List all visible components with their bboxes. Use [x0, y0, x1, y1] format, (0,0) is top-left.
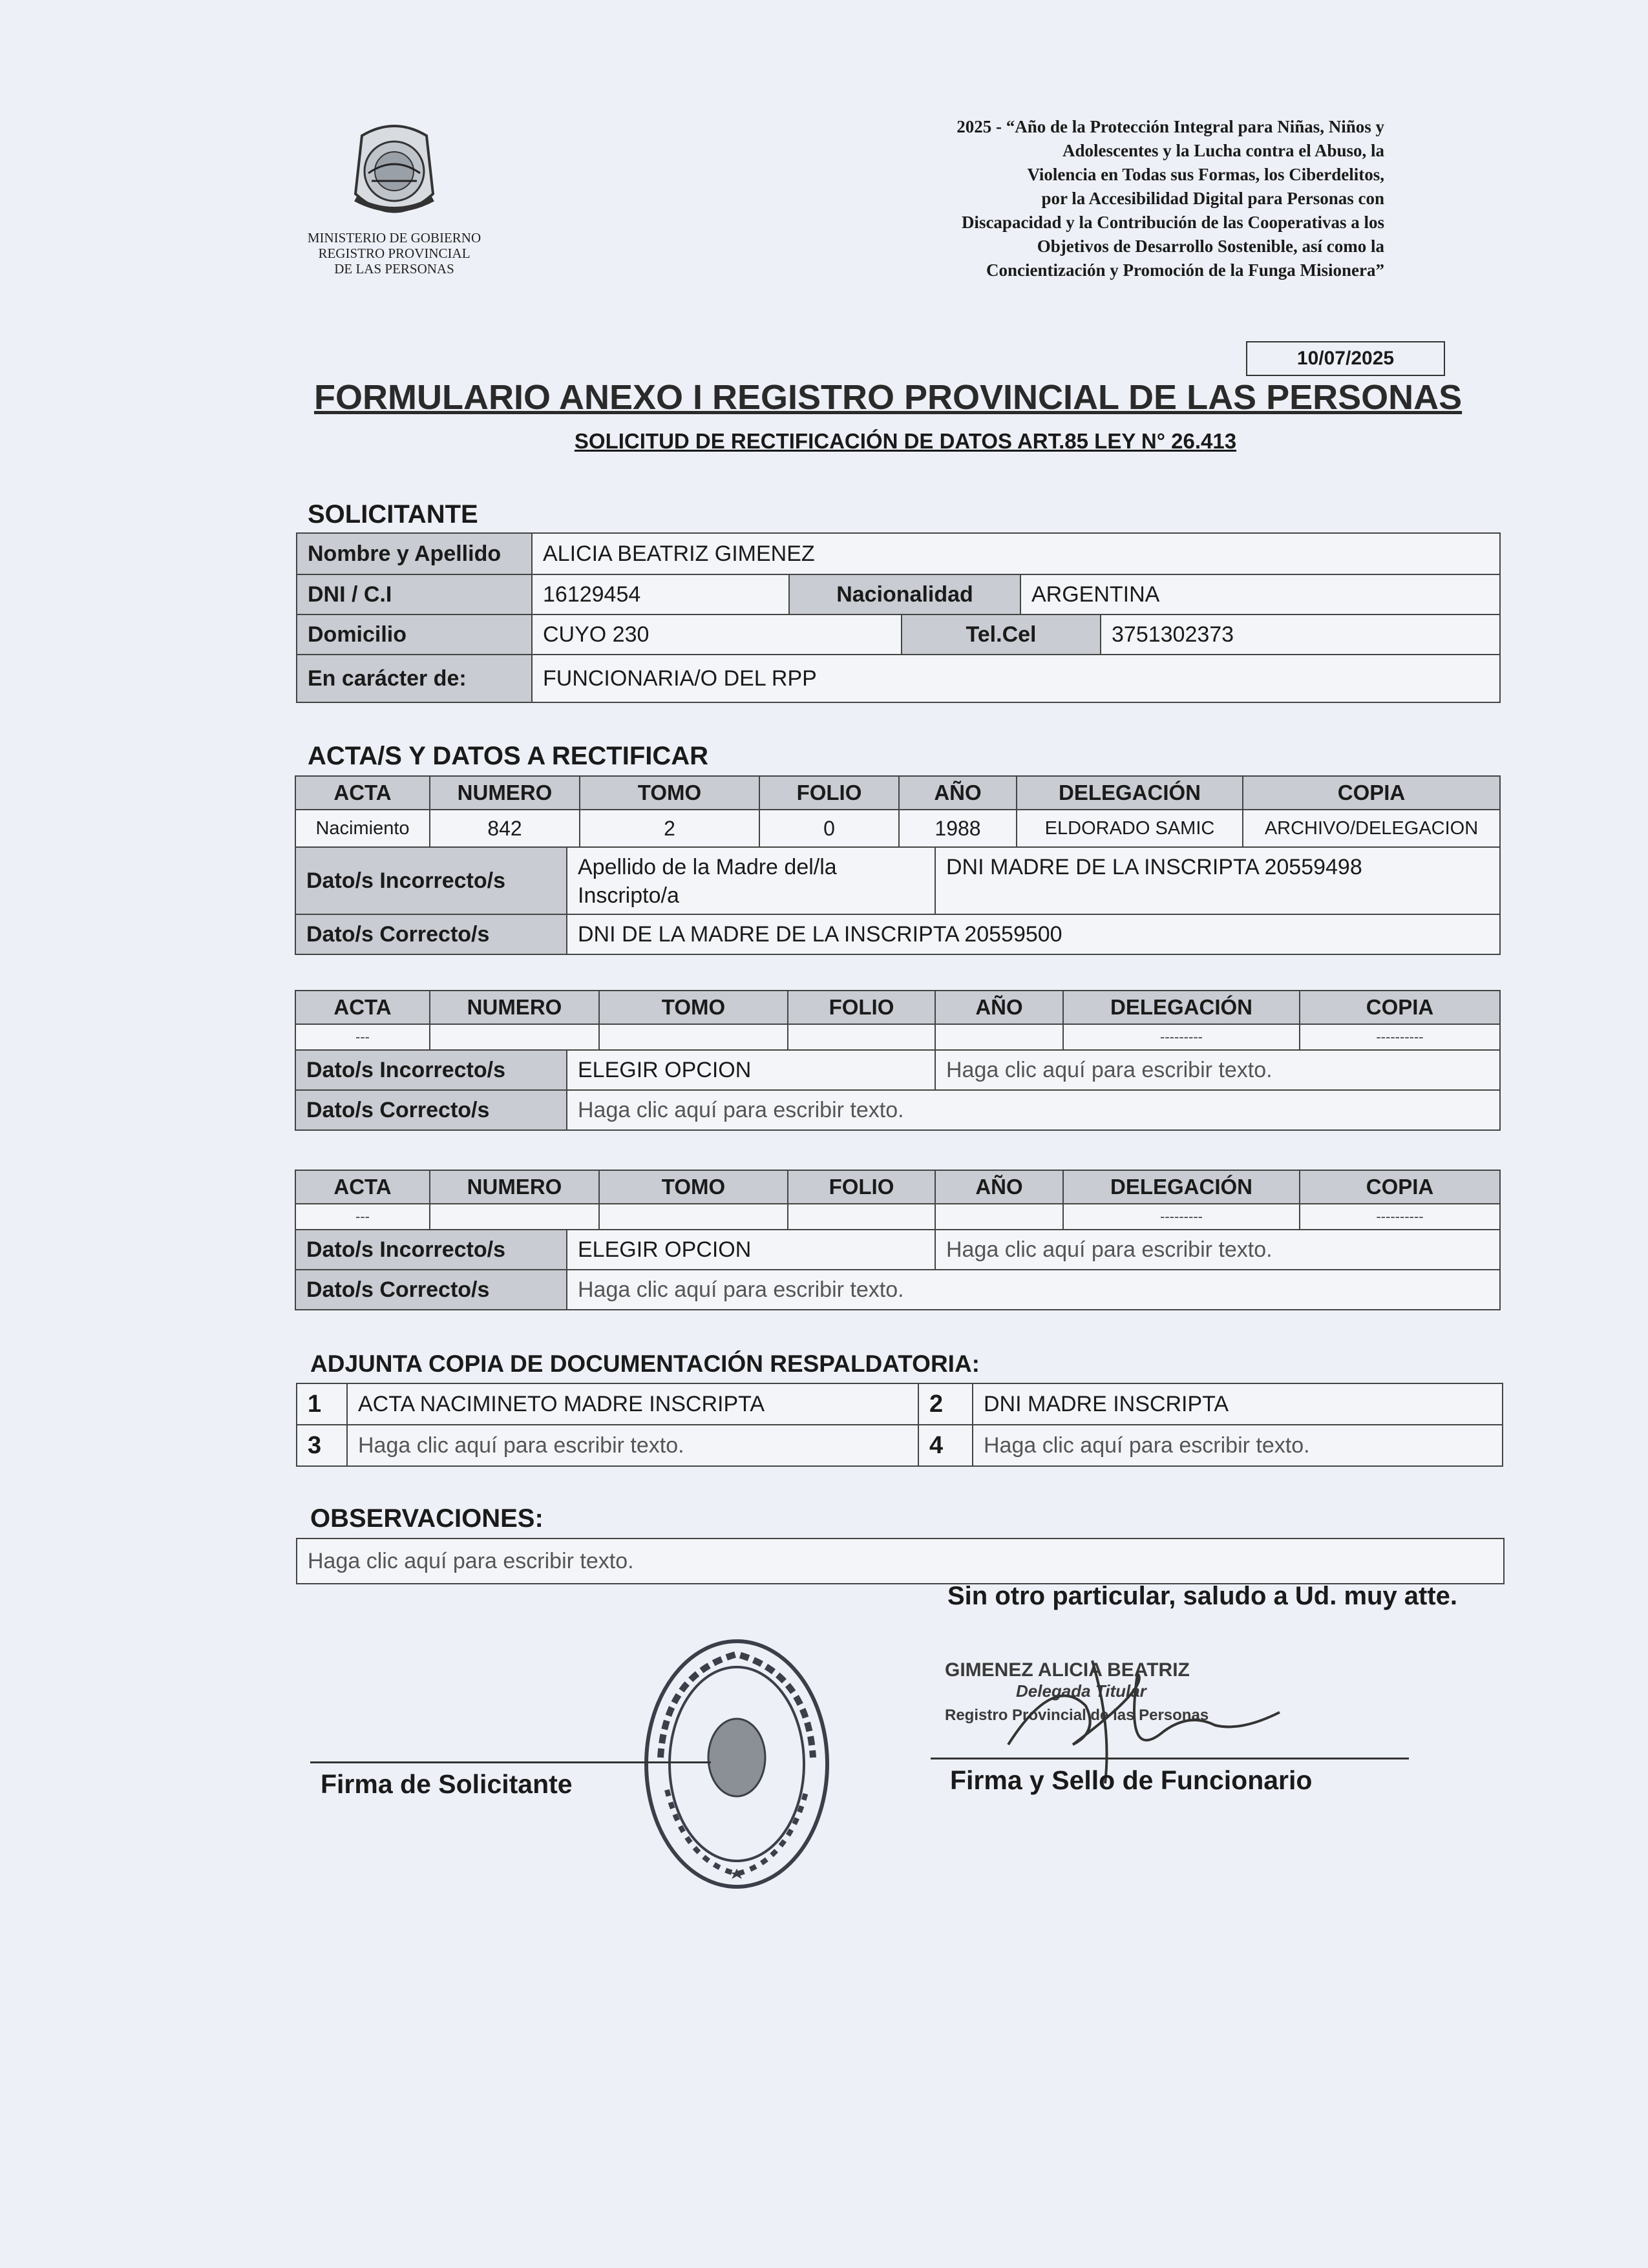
- closing-text: Sin otro particular, saludo a Ud. muy atte.: [947, 1582, 1458, 1610]
- col-copia: COPIA: [1299, 1170, 1501, 1204]
- adjunto-4-field[interactable]: Haga clic aquí para escribir texto.: [972, 1424, 1503, 1467]
- acta-1-correcto-field[interactable]: DNI DE LA MADRE DE LA INSCRIPTA 20559500: [566, 914, 1501, 955]
- ministry-logo: [271, 116, 517, 284]
- col-acta: ACTA: [295, 775, 430, 810]
- motto-line: Objetivos de Desarrollo Sostenible, así como la: [1037, 236, 1384, 256]
- acta-3-tipo[interactable]: ---: [295, 1203, 430, 1230]
- col-copia: COPIA: [1242, 775, 1501, 810]
- acta-2-incorrecto-texto[interactable]: Haga clic aquí para escribir texto.: [935, 1049, 1501, 1091]
- motto-line: por la Accesibilidad Digital para Personas con: [1041, 189, 1384, 208]
- acta-3-folio[interactable]: [787, 1203, 936, 1230]
- col-delegacion: DELEGACIÓN: [1016, 775, 1243, 810]
- motto-line: 2025 - “Año de la Protección Integral para Niñas, Niños y: [956, 117, 1384, 136]
- acta-1-folio[interactable]: 0: [759, 809, 900, 848]
- tel-field[interactable]: 3751302373: [1100, 614, 1501, 655]
- province-seal-icon: [336, 116, 452, 226]
- logo-line-3: DE LAS PERSONAS: [334, 261, 454, 277]
- domicilio-field[interactable]: CUYO 230: [531, 614, 902, 655]
- observaciones-heading: OBSERVACIONES:: [310, 1504, 544, 1533]
- acta-1-anio[interactable]: 1988: [898, 809, 1017, 848]
- observaciones-field[interactable]: Haga clic aquí para escribir texto.: [296, 1538, 1505, 1584]
- acta-2-delegacion[interactable]: ---------: [1062, 1024, 1300, 1051]
- logo-line-1: MINISTERIO DE GOBIERNO: [307, 230, 481, 246]
- acta-2-folio[interactable]: [787, 1024, 936, 1051]
- logo-line-2: REGISTRO PROVINCIAL: [318, 246, 470, 261]
- adjunto-3-field[interactable]: Haga clic aquí para escribir texto.: [346, 1424, 919, 1467]
- col-tomo: TOMO: [598, 1170, 788, 1204]
- nacionalidad-label: Nacionalidad: [788, 574, 1021, 615]
- acta-3-incorrecto-label: Dato/s Incorrecto/s: [295, 1229, 567, 1270]
- sello-registro: Registro Provincial de las Personas: [945, 1706, 1209, 1724]
- acta-3-numero[interactable]: [429, 1203, 600, 1230]
- col-copia: COPIA: [1299, 990, 1501, 1025]
- acta-3-incorrecto-texto[interactable]: Haga clic aquí para escribir texto.: [935, 1229, 1501, 1270]
- col-acta: ACTA: [295, 990, 430, 1025]
- acta-3-anio[interactable]: [935, 1203, 1064, 1230]
- col-folio: FOLIO: [787, 990, 936, 1025]
- form-title: FORMULARIO ANEXO I REGISTRO PROVINCIAL DE LAS PERSONAS: [314, 378, 1463, 417]
- acta-1-tipo[interactable]: Nacimiento: [295, 809, 430, 848]
- acta-2-copia[interactable]: ----------: [1299, 1024, 1501, 1051]
- domicilio-label: Domicilio: [296, 614, 533, 655]
- acta-1-delegacion[interactable]: ELDORADO SAMIC: [1016, 809, 1243, 848]
- tel-label: Tel.Cel: [901, 614, 1101, 655]
- col-folio: FOLIO: [759, 775, 900, 810]
- adjunto-1-num: 1: [296, 1383, 348, 1425]
- motto-line: Discapacidad y la Contribución de las Cooperativas a los: [961, 213, 1384, 232]
- delegation-stamp: [633, 1628, 866, 1916]
- acta-1-incorrecto-texto[interactable]: DNI MADRE DE LA INSCRIPTA 20559498: [935, 846, 1501, 915]
- acta-2-anio[interactable]: [935, 1024, 1064, 1051]
- sello-nombre: GIMENEZ ALICIA BEATRIZ: [945, 1659, 1190, 1681]
- col-delegacion: DELEGACIÓN: [1062, 990, 1300, 1025]
- acta-2-tipo[interactable]: ---: [295, 1024, 430, 1051]
- acta-2-incorrecto-opcion[interactable]: ELEGIR OPCION: [566, 1049, 936, 1091]
- col-acta: ACTA: [295, 1170, 430, 1204]
- sello-cargo: Delegada Titular: [1016, 1681, 1146, 1701]
- dni-label: DNI / C.I: [296, 574, 533, 615]
- nacionalidad-field[interactable]: ARGENTINA: [1020, 574, 1501, 615]
- acta-1-incorrecto-label: Dato/s Incorrecto/s: [295, 846, 567, 915]
- date-field[interactable]: 10/07/2025: [1246, 341, 1445, 376]
- col-anio: AÑO: [935, 1170, 1064, 1204]
- solicitante-heading: SOLICITANTE: [308, 500, 478, 529]
- acta-2-correcto-field[interactable]: Haga clic aquí para escribir texto.: [566, 1089, 1501, 1131]
- col-numero: NUMERO: [429, 1170, 600, 1204]
- year-motto: [743, 115, 1384, 282]
- adjunto-3-num: 3: [296, 1424, 348, 1467]
- acta-3-copia[interactable]: ----------: [1299, 1203, 1501, 1230]
- adjunto-4-num: 4: [918, 1424, 973, 1467]
- firma-funcionario-label: Firma y Sello de Funcionario: [950, 1765, 1313, 1795]
- acta-2-incorrecto-label: Dato/s Incorrecto/s: [295, 1049, 567, 1091]
- col-numero: NUMERO: [429, 990, 600, 1025]
- col-anio: AÑO: [898, 775, 1017, 810]
- acta-1-incorrecto-opcion[interactable]: Apellido de la Madre del/la Inscripto/a: [566, 846, 936, 915]
- nombre-label: Nombre y Apellido: [296, 532, 533, 575]
- acta-1-numero[interactable]: 842: [429, 809, 580, 848]
- acta-3-tomo[interactable]: [598, 1203, 788, 1230]
- acta-1-tomo[interactable]: 2: [579, 809, 760, 848]
- col-tomo: TOMO: [579, 775, 760, 810]
- motto-line: Concientización y Promoción de la Funga Misionera”: [986, 260, 1384, 280]
- form-subtitle: SOLICITUD DE RECTIFICACIÓN DE DATOS ART.85 LEY N° 26.413: [574, 429, 1237, 453]
- nombre-field[interactable]: ALICIA BEATRIZ GIMENEZ: [531, 532, 1501, 575]
- col-folio: FOLIO: [787, 1170, 936, 1204]
- round-stamp-icon: [633, 1628, 866, 1913]
- acta-3-correcto-label: Dato/s Correcto/s: [295, 1269, 567, 1310]
- adjunto-2-field[interactable]: DNI MADRE INSCRIPTA: [972, 1383, 1503, 1425]
- acta-3-delegacion[interactable]: ---------: [1062, 1203, 1300, 1230]
- caracter-label: En carácter de:: [296, 654, 533, 703]
- col-delegacion: DELEGACIÓN: [1062, 1170, 1300, 1204]
- col-anio: AÑO: [935, 990, 1064, 1025]
- motto-line: Violencia en Todas sus Formas, los Ciberdelitos,: [1027, 165, 1384, 184]
- acta-2-correcto-label: Dato/s Correcto/s: [295, 1089, 567, 1131]
- firma-solicitante-line: [310, 1761, 711, 1763]
- firma-solicitante-label: Firma de Solicitante: [321, 1769, 573, 1799]
- acta-2-tomo[interactable]: [598, 1024, 788, 1051]
- firma-funcionario-line: [931, 1758, 1409, 1759]
- adjunto-2-num: 2: [918, 1383, 973, 1425]
- adjunta-heading: ADJUNTA COPIA DE DOCUMENTACIÓN RESPALDATORIA:: [310, 1350, 980, 1377]
- acta-3-correcto-field[interactable]: Haga clic aquí para escribir texto.: [566, 1269, 1501, 1310]
- col-numero: NUMERO: [429, 775, 580, 810]
- caracter-field[interactable]: FUNCIONARIA/O DEL RPP: [531, 654, 1501, 703]
- acta-1-correcto-label: Dato/s Correcto/s: [295, 914, 567, 955]
- acta-1-copia[interactable]: ARCHIVO/DELEGACION: [1242, 809, 1501, 848]
- adjunto-1-field[interactable]: ACTA NACIMINETO MADRE INSCRIPTA: [346, 1383, 919, 1425]
- actas-heading: ACTA/S Y DATOS A RECTIFICAR: [308, 742, 709, 770]
- acta-3-incorrecto-opcion[interactable]: ELEGIR OPCION: [566, 1229, 936, 1270]
- acta-2-numero[interactable]: [429, 1024, 600, 1051]
- col-tomo: TOMO: [598, 990, 788, 1025]
- motto-line: Adolescentes y la Lucha contra el Abuso, la: [1062, 141, 1384, 160]
- dni-field[interactable]: 16129454: [531, 574, 790, 615]
